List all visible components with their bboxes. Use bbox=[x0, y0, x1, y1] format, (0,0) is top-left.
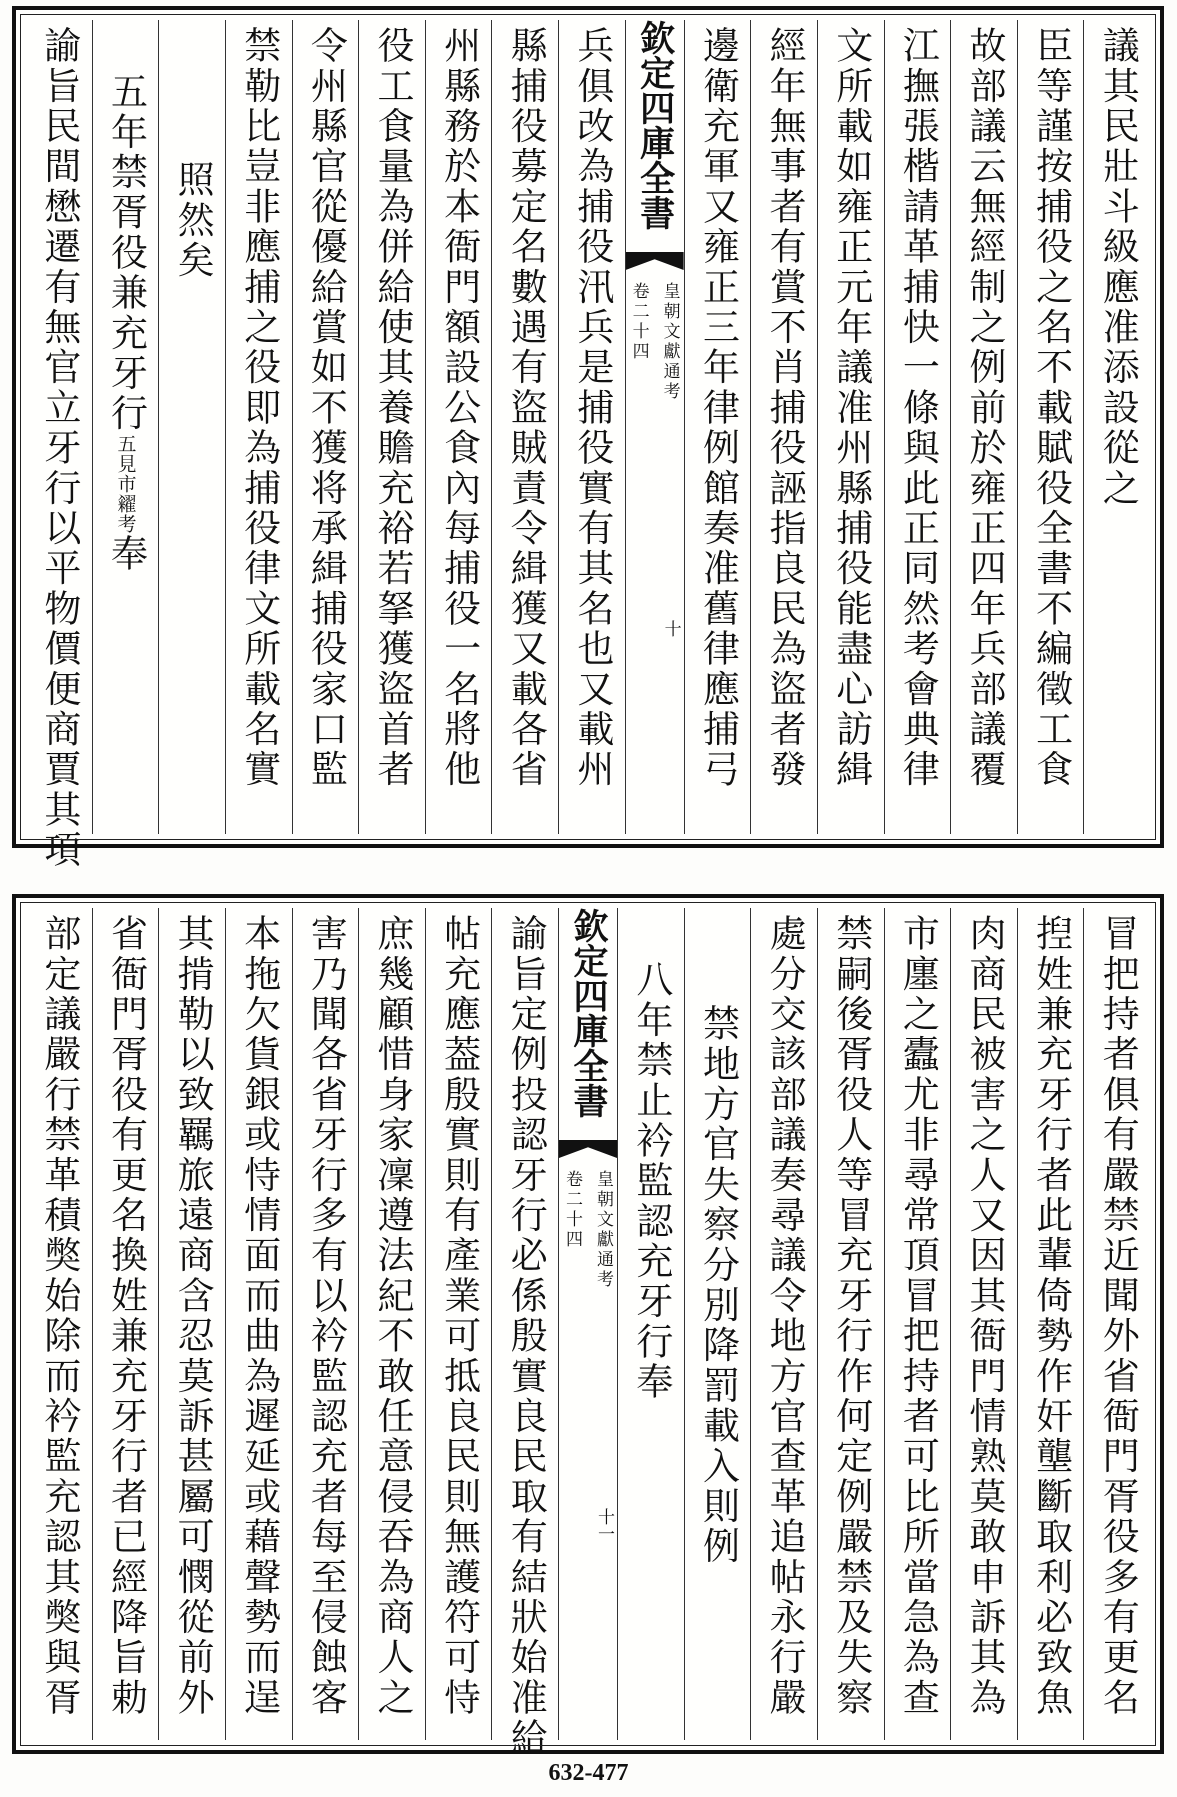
column-text: 五年禁胥役兼充牙行 bbox=[104, 72, 148, 434]
text-column bbox=[558, 20, 625, 834]
column-text: 禁勒比豈非應捕之役即為捕役律文所載名實 bbox=[237, 26, 281, 790]
text-column bbox=[750, 908, 817, 1740]
top-text-columns bbox=[26, 20, 1150, 871]
column-text: 揑姓兼充牙行者此輩倚勢作奸壟斷取利必致魚 bbox=[1029, 914, 1073, 1718]
column-text: 兵俱改為捕役汛兵是捕役實有其名也又載州 bbox=[570, 26, 614, 790]
column-text: 江撫張楷請革捕快一條與此正同然考會典律 bbox=[896, 26, 940, 790]
text-column bbox=[358, 20, 425, 834]
fish-tail-mark bbox=[626, 252, 684, 270]
text-column bbox=[1017, 20, 1084, 834]
fish-tail-mark bbox=[559, 1140, 617, 1158]
text-column bbox=[684, 908, 751, 1740]
column-text: 議其民壯斗級應准添設從之 bbox=[1096, 26, 1140, 509]
bottom-text-columns bbox=[26, 908, 1150, 1759]
section-label bbox=[563, 1170, 613, 1290]
column-text: 文所載如雍正元年議准州縣捕役能盡心訪緝 bbox=[829, 26, 873, 790]
text-column bbox=[817, 908, 884, 1740]
folio-number: 十 bbox=[660, 620, 681, 637]
text-column bbox=[1083, 908, 1150, 1740]
column-text: 照然矣 bbox=[171, 160, 215, 281]
top-page bbox=[12, 6, 1164, 871]
book-title: 欽定四庫全書 bbox=[634, 20, 676, 230]
column-text: 州縣務於本衙門額設公食內每捕役一名將他 bbox=[437, 26, 481, 790]
column-text: 經年無事者有賞不肖捕役誣指良民為盜者發 bbox=[763, 26, 807, 790]
column-text: 害乃聞各省牙行多有以衿監認充者每至侵蝕客 bbox=[304, 914, 348, 1718]
section-title: 皇朝文獻通考 bbox=[593, 1170, 613, 1290]
column-text: 縣捕役募定名數遇有盜賊責令緝獲又載各省 bbox=[504, 26, 548, 790]
center-fold-margin bbox=[558, 908, 617, 1740]
column-text-group bbox=[101, 20, 149, 834]
column-text: 令州縣官從優給賞如不獲将承緝捕役家口監 bbox=[304, 26, 348, 790]
section-title: 皇朝文獻通考 bbox=[659, 282, 680, 402]
column-text: 諭旨定例投認牙行必係殷實良民取有結狀始准給 bbox=[504, 914, 548, 1759]
book-title: 欽定四庫全書 bbox=[568, 908, 609, 1118]
column-text: 禁地方官失察分別降罰載入則例 bbox=[696, 1004, 740, 1567]
juan-number: 卷二十四 bbox=[562, 1170, 582, 1250]
text-column bbox=[491, 20, 558, 834]
text-column bbox=[425, 20, 492, 834]
column-text: 故部議云無經制之例前於雍正四年兵部議覆 bbox=[962, 26, 1006, 790]
text-column bbox=[425, 908, 492, 1740]
column-text: 省衙門胥役有更名換姓兼充牙行者已經降旨勅 bbox=[104, 914, 148, 1718]
text-column bbox=[358, 908, 425, 1740]
section-label bbox=[630, 282, 680, 402]
text-column bbox=[292, 20, 359, 834]
column-text: 其掯勒以致羈旅遠商含忍莫訴甚屬可憫從前外 bbox=[171, 914, 215, 1718]
column-text: 八年禁止衿監認充牙行奉 bbox=[629, 960, 673, 1403]
column-text: 本拖欠貨銀或恃情面而曲為遲延或藉聲勢而逞 bbox=[237, 914, 281, 1718]
column-text: 冒把持者俱有嚴禁近聞外省衙門胥役多有更名 bbox=[1096, 914, 1140, 1718]
column-text: 禁嗣後胥役人等冒充牙行作何定例嚴禁及失察 bbox=[829, 914, 873, 1718]
text-column bbox=[491, 908, 558, 1759]
column-text: 役工食量為併給使其養贍充裕若拏獲盜首者 bbox=[370, 26, 414, 790]
column-text: 處分交該部議奏尋議令地方官查革追帖永行嚴 bbox=[763, 914, 807, 1718]
folio-number: 十一 bbox=[594, 1508, 614, 1542]
text-column bbox=[817, 20, 884, 834]
column-text: 臣等謹按捕役之名不載賦役全書不編徵工食 bbox=[1029, 26, 1073, 790]
center-fold-margin bbox=[625, 20, 684, 834]
page-number: 632-477 bbox=[548, 1760, 629, 1786]
text-column bbox=[225, 20, 292, 834]
column-text: 肉商民被害之人又因其衙門情熟莫敢申訴其為 bbox=[962, 914, 1006, 1718]
text-column bbox=[26, 908, 92, 1740]
column-text: 帖充應葢殷實則有產業可抵良民則無護符可恃 bbox=[437, 914, 481, 1718]
text-column bbox=[950, 908, 1017, 1740]
column-text: 部定議嚴行禁革積獘始除而衿監充認其獘與胥 bbox=[37, 914, 81, 1718]
column-text: 市廛之蠹尤非尋常頂冒把持者可比所當急為查 bbox=[896, 914, 940, 1718]
text-column bbox=[1017, 908, 1084, 1740]
text-column bbox=[884, 20, 951, 834]
text-column bbox=[92, 908, 159, 1740]
text-column bbox=[617, 908, 684, 1740]
text-column bbox=[750, 20, 817, 834]
interlinear-note: 五見市糴考 bbox=[114, 433, 137, 534]
text-column bbox=[684, 20, 751, 834]
column-text-tail: 奉 bbox=[104, 533, 148, 575]
text-column bbox=[292, 908, 359, 1740]
text-column bbox=[26, 20, 92, 871]
column-text: 諭旨民間懋遷有無官立牙行以平物價便商賈其項 bbox=[37, 26, 81, 871]
text-column bbox=[158, 908, 225, 1740]
text-column bbox=[884, 908, 951, 1740]
column-text: 庶幾顧惜身家凜遵法紀不敢任意侵吞為商人之 bbox=[370, 914, 414, 1718]
juan-number: 卷二十四 bbox=[628, 282, 649, 362]
text-column bbox=[1083, 20, 1150, 834]
column-text: 邊衛充軍又雍正三年律例館奏准舊律應捕弓 bbox=[696, 26, 740, 790]
text-column-with-note bbox=[92, 20, 159, 834]
text-column bbox=[225, 908, 292, 1740]
bottom-page bbox=[12, 894, 1164, 1759]
text-column bbox=[950, 20, 1017, 834]
text-column bbox=[158, 20, 225, 834]
